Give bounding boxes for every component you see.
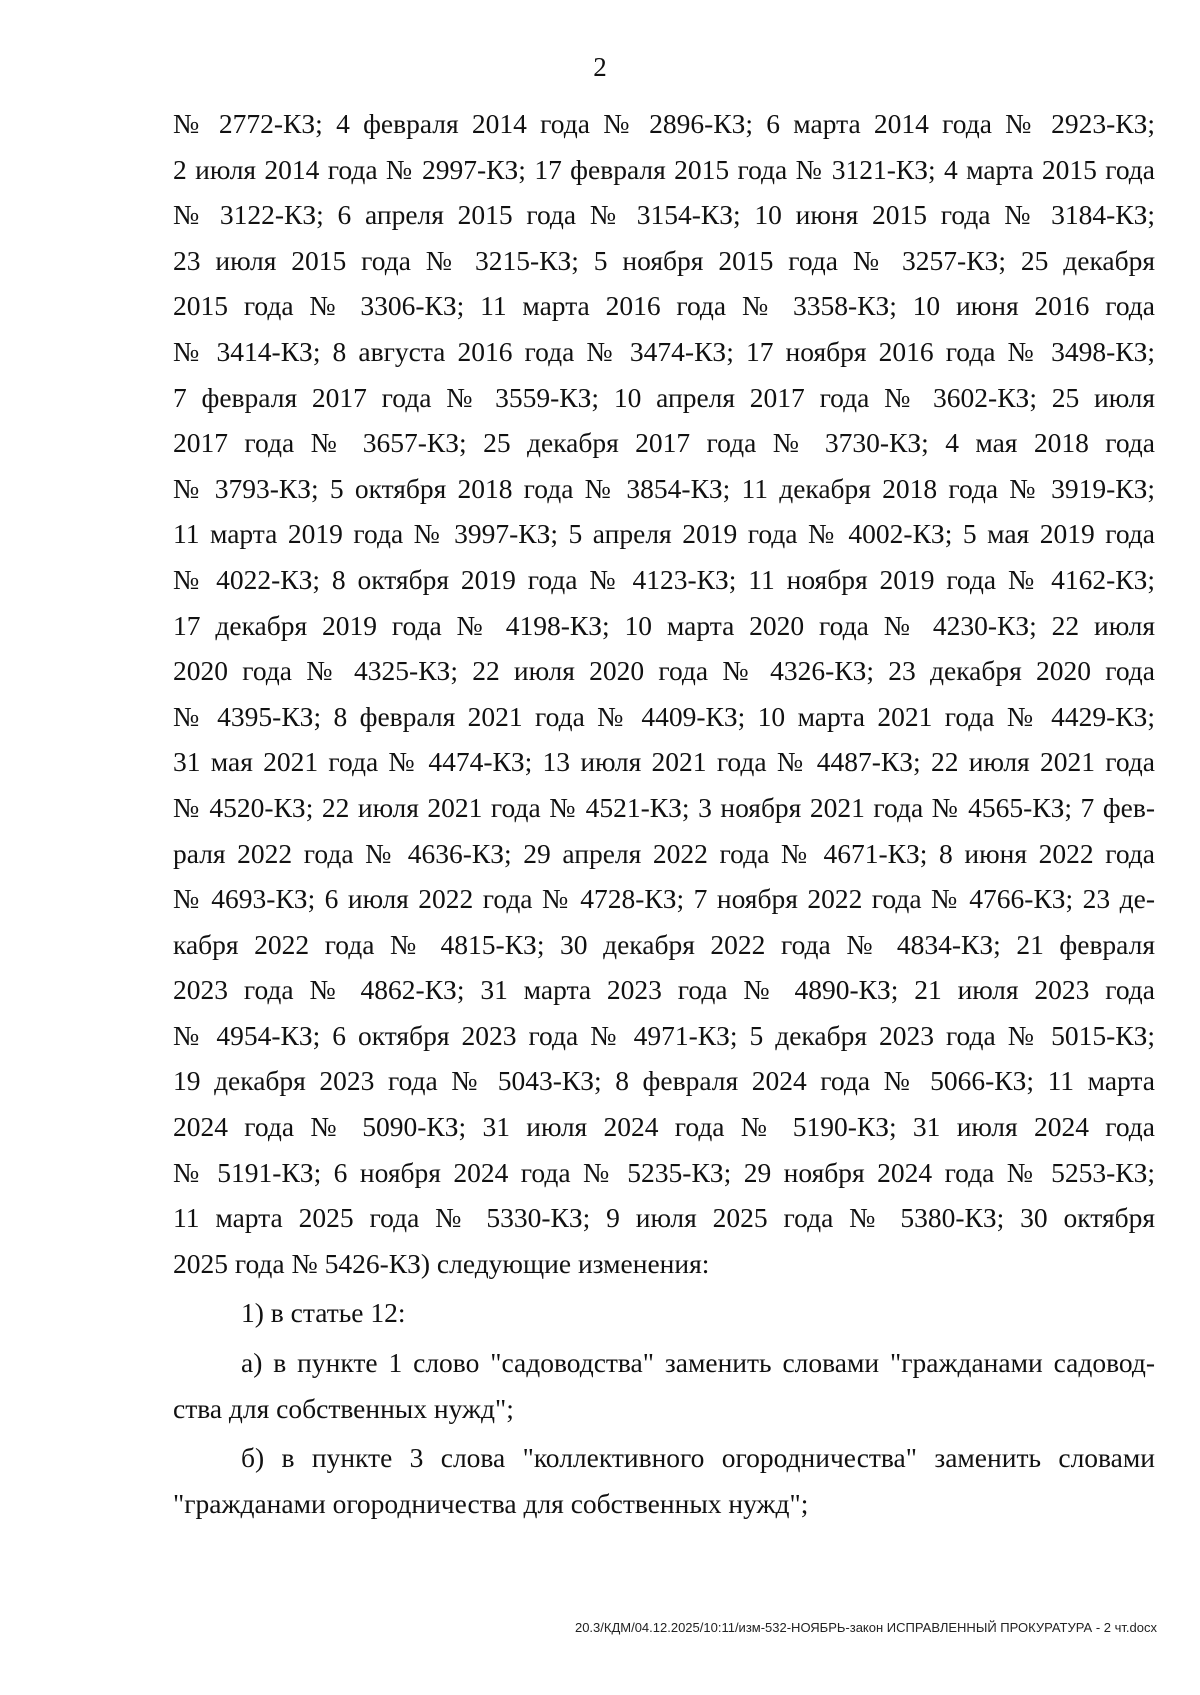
text-line: 2023 года № 4862-КЗ; 31 марта 2023 года № 4890-КЗ; 21 июля 2023 года xyxy=(173,974,1155,1006)
text-line: № 2772-КЗ; 4 февраля 2014 года № 2896-КЗ; 6 марта 2014 года № 2923-КЗ; xyxy=(173,108,1155,139)
text-line: кабря 2022 года № 4815-КЗ; 30 декабря 2022 года № 4834-КЗ; 21 февраля xyxy=(173,928,1155,960)
text-line: 2015 года № 3306-КЗ; 11 марта 2016 года № 3358-КЗ; 10 июня 2016 года xyxy=(173,290,1155,322)
text-line: 31 мая 2021 года № 4474-КЗ; 13 июля 2021 года № 4487-КЗ; 22 июля 2021 года xyxy=(173,746,1155,778)
text-line: № 4022-КЗ; 8 октября 2019 года № 4123-КЗ; 11 ноября 2019 года № 4162-КЗ; xyxy=(173,563,1155,595)
text-line: "гражданами огородничества для собственных нужд"; xyxy=(173,1487,809,1519)
document-footer-path: 20.3/КДМ/04.12.2025/10:11/изм-532-НОЯБРЬ-закон ИСПРАВЛЕННЫЙ ПРОКУРАТУРА - 2 чт.docx xyxy=(574,1620,1157,1635)
text-line: № 3122-КЗ; 6 апреля 2015 года № 3154-КЗ; 10 июня 2015 года № 3184-КЗ; xyxy=(173,199,1155,231)
text-line: № 4693-КЗ; 6 июля 2022 года № 4728-КЗ; 7 ноября 2022 года № 4766-КЗ; 23 де- xyxy=(173,883,1155,915)
text-line: 11 марта 2019 года № 3997-КЗ; 5 апреля 2019 года № 4002-КЗ; 5 мая 2019 года xyxy=(173,518,1155,550)
text-line: № 4520-КЗ; 22 июля 2021 года № 4521-КЗ; 3 ноября 2021 года № 4565-КЗ; 7 фев- xyxy=(173,791,1155,823)
text-line: а) в пункте 1 слово "садоводства" заменить словами "гражданами садовод- xyxy=(241,1347,1155,1379)
text-line: № 3793-КЗ; 5 октября 2018 года № 3854-КЗ; 11 декабря 2018 года № 3919-КЗ; xyxy=(173,472,1155,504)
text-line: 2025 года № 5426-КЗ) следующие изменения: xyxy=(173,1247,710,1279)
text-line: б) в пункте 3 слова "коллективного огородничества" заменить словами xyxy=(241,1442,1155,1474)
text-line: 23 июля 2015 года № 3215-КЗ; 5 ноября 2015 года № 3257-КЗ; 25 декабря xyxy=(173,244,1155,276)
text-line: раля 2022 года № 4636-КЗ; 29 апреля 2022 года № 4671-КЗ; 8 июня 2022 года xyxy=(173,837,1155,869)
text-line: 19 декабря 2023 года № 5043-КЗ; 8 февраля 2024 года № 5066-КЗ; 11 марта xyxy=(173,1065,1155,1097)
text-line: № 4395-КЗ; 8 февраля 2021 года № 4409-КЗ; 10 марта 2021 года № 4429-КЗ; xyxy=(173,700,1155,732)
text-line: № 4954-КЗ; 6 октября 2023 года № 4971-КЗ; 5 декабря 2023 года № 5015-КЗ; xyxy=(173,1019,1155,1051)
text-line: 11 марта 2025 года № 5330-КЗ; 9 июля 2025 года № 5380-КЗ; 30 октября xyxy=(173,1202,1155,1234)
text-line: 2020 года № 4325-КЗ; 22 июля 2020 года № 4326-КЗ; 23 декабря 2020 года xyxy=(173,655,1155,687)
text-line: № 5191-КЗ; 6 ноября 2024 года № 5235-КЗ; 29 ноября 2024 года № 5253-КЗ; xyxy=(173,1156,1155,1188)
page-number: 2 xyxy=(593,52,607,82)
document-body xyxy=(173,101,1155,1526)
text-line: 1) в статье 12: xyxy=(241,1297,406,1329)
text-line: 17 декабря 2019 года № 4198-КЗ; 10 марта 2020 года № 4230-КЗ; 22 июля xyxy=(173,609,1155,641)
text-line: 2024 года № 5090-КЗ; 31 июля 2024 года № 5190-КЗ; 31 июля 2024 года xyxy=(173,1111,1155,1143)
text-line: 7 февраля 2017 года № 3559-КЗ; 10 апреля 2017 года № 3602-КЗ; 25 июля xyxy=(173,381,1155,413)
text-line: № 3414-КЗ; 8 августа 2016 года № 3474-КЗ; 17 ноября 2016 года № 3498-КЗ; xyxy=(173,335,1155,367)
text-line: 2 июля 2014 года № 2997-КЗ; 17 февраля 2015 года № 3121-КЗ; 4 марта 2015 года xyxy=(173,153,1155,185)
text-line: ства для собственных нужд"; xyxy=(173,1392,514,1424)
text-line: 2017 года № 3657-КЗ; 25 декабря 2017 года № 3730-КЗ; 4 мая 2018 года xyxy=(173,427,1155,459)
